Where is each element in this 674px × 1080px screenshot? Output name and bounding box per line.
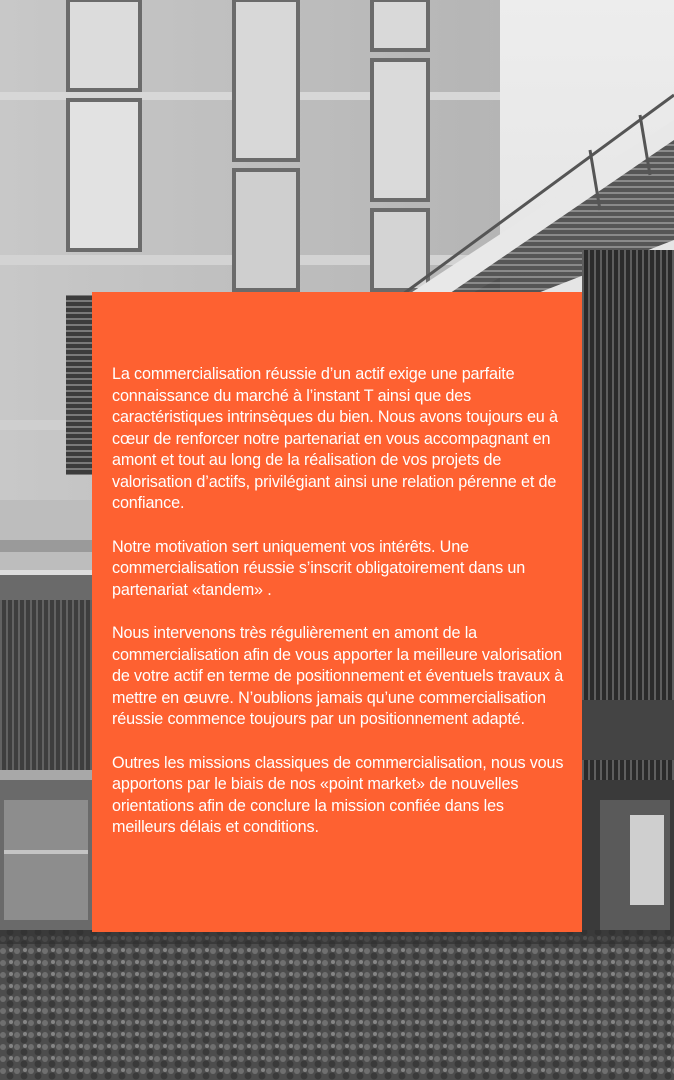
paragraph-intervention: Nous intervenons très régulièrement en amont de la commercialisation afin de vous apporter la meilleure valorisation de votre actif en terme de positionnement et éventuels travaux à mettre en œuvre. N’oublions jamais qu’une commercialisation réussie commence toujours par un positionnement adapté. [112, 624, 564, 728]
paragraph-motivation: Notre motivation sert uniquement vos intérêts. Une commercialisation réussie s’inscrit obligatoirement dans un partenariat «tandem» . [112, 537, 526, 599]
paragraph-intro: La commercialisation réussie d’un actif exige une parfaite connaissance du marché à l’instant T ainsi que des caractéristiques intrinsèques du bien. Nous avons toujours eu à cœur de renforcer notre partenariat en vous accompagnant en amont et tout au long de la réalisation de vos projets de valorisation d’actifs, privilégiant ainsi une relation pérenne et de confiance. [112, 365, 558, 512]
paragraph-missions: Outres les missions classiques de commercialisation, nous vous apportons par le biais de nos «point market» de nouvelles orientations afin de conclure la mission confiée dans les meilleurs délais et conditions. [112, 753, 564, 836]
content-panel [92, 292, 582, 932]
